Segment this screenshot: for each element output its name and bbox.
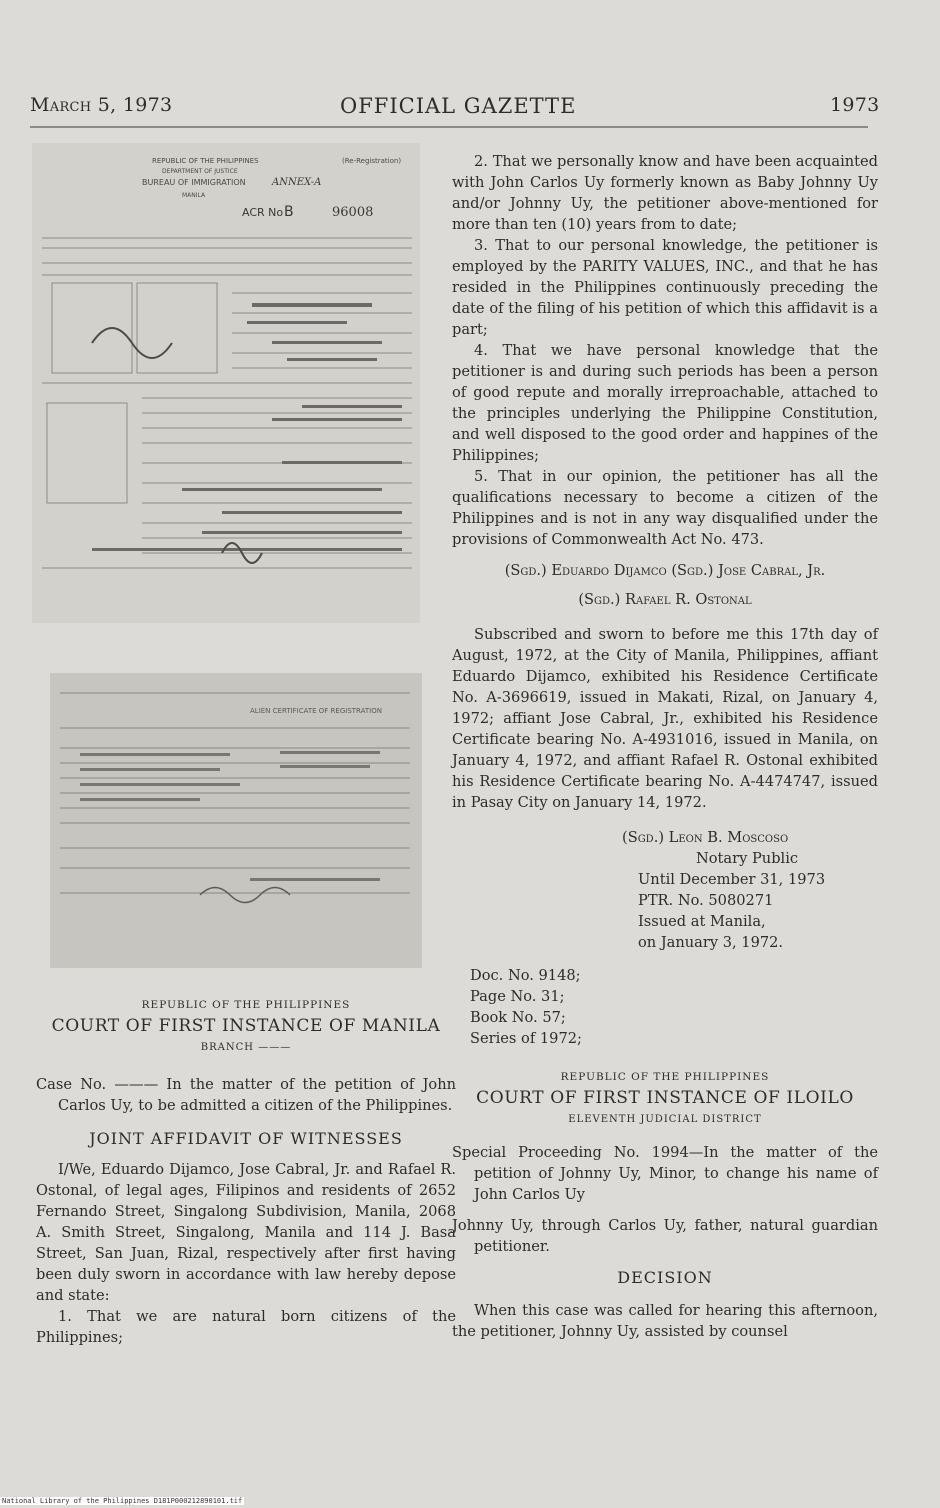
notary-line-6: on January 3, 1972. [638,934,784,951]
header-date: March 5, 1973 [30,94,173,116]
right-column [452,151,878,1342]
header-title: OFFICIAL GAZETTE [340,94,577,118]
doc-line-2: Page No. 31; [470,988,565,1005]
fig1-line2: (Re-Registration) [342,157,402,165]
right-paragraph-4: 4. That we have personal knowledge that the petitioner is and during such periods has been a person of good repute and morally irreproachable, attached to the principles underlying the Philippine Constitution, and well disposed to the good order and happines of the Philippines; [452,342,878,464]
right-signatures-2: (Sgd.) Rafael R. Ostonal [578,591,752,608]
left-court-title: COURT OF FIRST INSTANCE OF MANILA [51,1016,441,1036]
right-paragraph-7: When this case was called for hearing this afternoon, the petitioner, Johnny Uy, assisted by counsel [452,1302,878,1340]
right-paragraph-2: 2. That we personally know and have been acquainted with John Carlos Uy formerly known as Baby Johnny Uy and/or Johnny Uy, the petitioner above-mentioned for more than ten (10) years from to date; [452,153,878,233]
header-rule [30,126,868,128]
doc-line-1: Doc. No. 9148; [470,967,581,984]
fig1-acr: ACR No [242,206,284,219]
notary-line-1: (Sgd.) Leon B. Moscoso [622,829,789,846]
right-paragraph-5: 5. That in our opinion, the petitioner has all the qualifications necessary to become a citizen of the Philippines and is not in any way disqualified under the provisions of Commonwealth Act No. 473. [452,468,878,548]
left-column [36,995,456,1348]
fig2-label: ALIEN CERTIFICATE OF REGISTRATION [250,707,382,715]
notary-line-3: Until December 31, 1973 [638,871,826,888]
left-case-caption: Case No. ——— In the matter of the petition of John Carlos Uy, to be admitted a citizen of the Philippines. [36,1076,456,1114]
certificate-front-drawing [32,143,420,623]
fig1-line6: MANILA [182,192,206,199]
scan-footer: National Library of the Philippines D181P000212890101.tif [2,1497,243,1505]
left-paragraph-2: 1. That we are natural born citizens of the Philippines; [36,1308,456,1346]
right-paragraph-6: Subscribed and sworn to before me this 17th day of August, 1972, at the City of Manila, Philippines, affiant Eduardo Dijamco, exhibited his Residence Certificate No. A-3696619, issued in Makati, Rizal, on January 4, 1972; affiant Jose Cabral, Jr., exhibited his Residence Certificate bearing No. A-4931016, issued in Manila, on January 4, 1972, and affiant Rafael R. Ostonal exhibited his Residence Certificate bearing No. A-4474747, issued in Pasay City on January 14, 1972. [452,626,878,811]
right-republic: REPUBLIC OF THE PHILIPPINES [560,1071,770,1083]
fig1-line1: REPUBLIC OF THE PHILIPPINES [152,157,259,165]
fig1-number: 96008 [332,205,374,220]
notary-block [622,827,878,953]
fig1-series: B [284,204,294,220]
right-signatures-1: (Sgd.) Eduardo Dijamco (Sgd.) Jose Cabral, Jr. [504,562,826,579]
notary-line-4: PTR. No. 5080271 [638,892,774,909]
certificate-image-back [50,673,422,968]
right-district: ELEVENTH JUDICIAL DISTRICT [568,1114,762,1125]
doc-line-3: Book No. 57; [470,1009,566,1026]
fig1-line3: DEPARTMENT OF JUSTICE [162,168,238,175]
notary-line-2: Notary Public [696,850,799,867]
right-paragraph-3: 3. That to our personal knowledge, the petitioner is employed by the PARITY VALUES, INC., and that he has resided in the Philippines continuously preceding the date of the filing of his petition of which this affidavit is a part; [452,237,878,338]
petitioner-line: Johnny Uy, through Carlos Uy, father, natural guardian petitioner. [452,1217,878,1255]
left-paragraph-1: I/We, Eduardo Dijamco, Jose Cabral, Jr. and Rafael R. Ostonal, of legal ages, Filipinos and residents of 2652 Fernando Street, Singalong Subdivision, Manila, 2068 A. Smith Street, Singalong, Manila and 114 J. Basa Street, San Juan, Rizal, respectively after first having been duly sworn in accordance with law hereby depose and state: [36,1161,456,1304]
left-heading: JOINT AFFIDAVIT OF WITNESSES [89,1129,403,1148]
doc-line-4: Series of 1972; [470,1030,582,1047]
left-republic: REPUBLIC OF THE PHILIPPINES [141,999,351,1011]
right-court-title: COURT OF FIRST INSTANCE OF ILOILO [476,1088,854,1108]
certificate-image-front [32,143,420,623]
fig1-line4: BUREAU OF IMMIGRATION [142,178,246,187]
left-branch: BRANCH ——— [200,1042,292,1053]
header-page-number: 1973 [830,94,880,116]
notary-line-5: Issued at Manila, [638,913,766,930]
certificate-back-drawing [50,673,422,968]
special-proceeding: Special Proceeding No. 1994—In the matter of the petition of Johnny Uy, Minor, to change his name of John Carlos Uy [452,1144,878,1203]
fig1-line5: ANNEX-A [272,177,322,188]
decision-heading: DECISION [617,1268,713,1287]
doc-block [470,965,878,1049]
